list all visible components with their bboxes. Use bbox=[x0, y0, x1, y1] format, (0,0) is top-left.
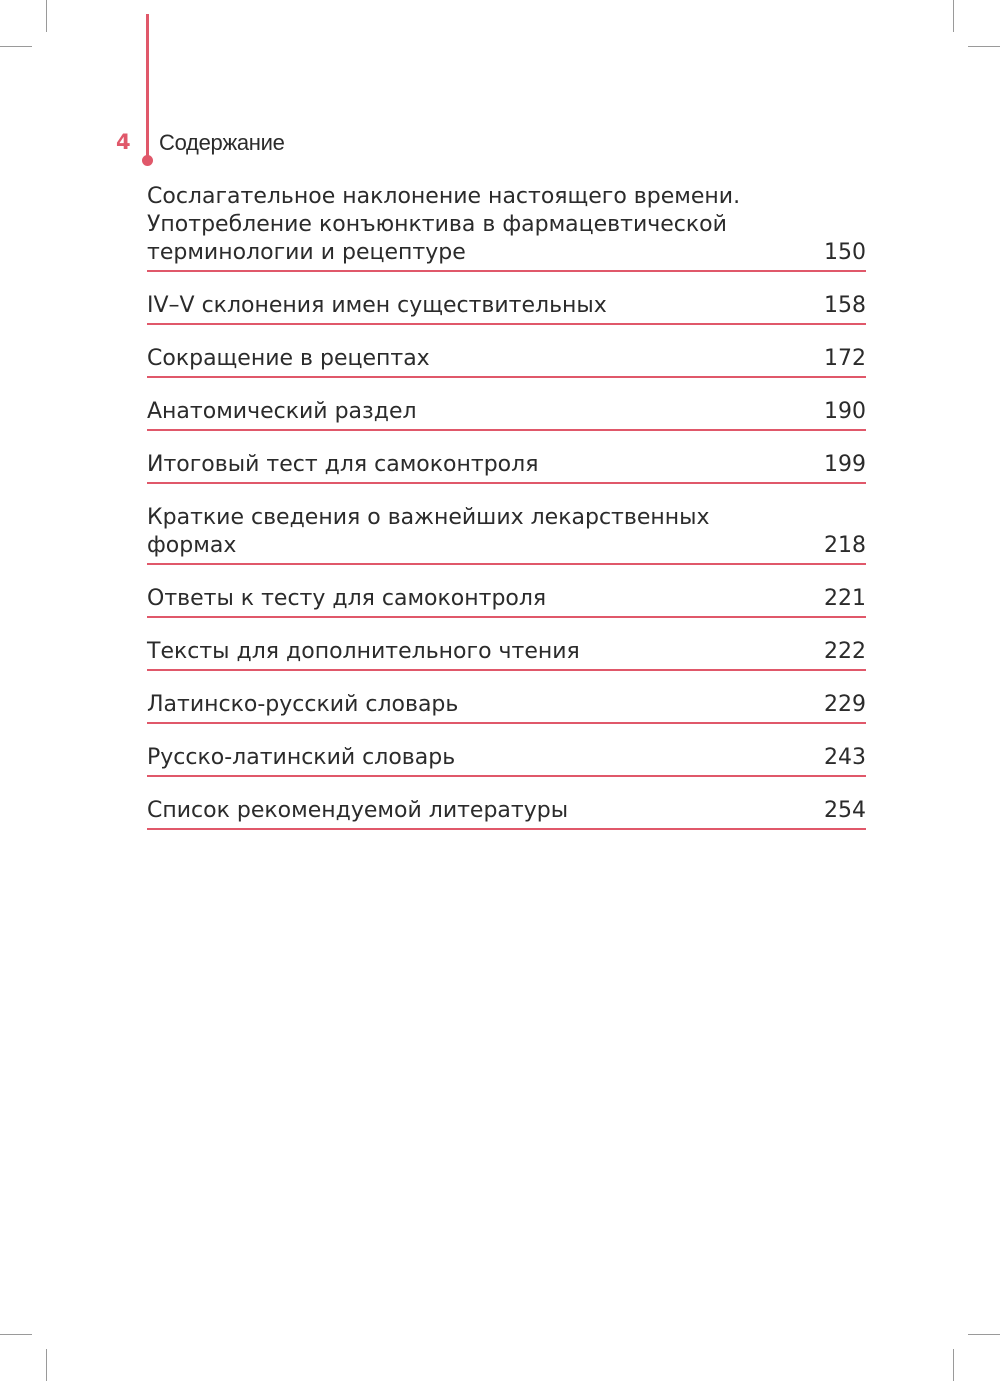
toc-entry-page: 218 bbox=[824, 533, 866, 558]
toc-entry-page: 243 bbox=[824, 745, 866, 770]
toc-entry[interactable] bbox=[147, 691, 866, 724]
toc-entry-page: 150 bbox=[824, 240, 866, 265]
toc-entry[interactable] bbox=[147, 504, 866, 565]
toc-entry[interactable] bbox=[147, 292, 866, 325]
toc-entry-page: 199 bbox=[824, 452, 866, 477]
crop-mark bbox=[968, 1334, 1000, 1335]
toc-entry-title: Краткие сведения о важнейших лекарственных формах bbox=[147, 505, 710, 558]
page-number: 4 bbox=[116, 130, 131, 154]
toc-entry[interactable] bbox=[147, 398, 866, 431]
crop-mark bbox=[46, 1349, 47, 1381]
crop-mark bbox=[0, 1334, 32, 1335]
crop-mark bbox=[968, 46, 1000, 47]
toc-entry-page: 254 bbox=[824, 798, 866, 823]
toc-entry-title: Тексты для дополнительного чтения bbox=[147, 639, 580, 664]
crop-mark bbox=[953, 0, 954, 32]
toc-entry-title: Сокращение в рецептах bbox=[147, 346, 430, 371]
table-of-contents bbox=[147, 183, 866, 850]
toc-entry-page: 190 bbox=[824, 399, 866, 424]
toc-entry-page: 172 bbox=[824, 346, 866, 371]
crop-mark bbox=[953, 1349, 954, 1381]
toc-entry-page: 222 bbox=[824, 639, 866, 664]
toc-entry-title: Латинско-русский словарь bbox=[147, 692, 459, 717]
toc-entry-title: IV–V склонения имен существительных bbox=[147, 293, 607, 318]
toc-entry[interactable] bbox=[147, 744, 866, 777]
toc-entry-title: Русско-латинский словарь bbox=[147, 745, 456, 770]
header-accent-line bbox=[146, 14, 149, 158]
toc-entry[interactable] bbox=[147, 585, 866, 618]
toc-entry-page: 229 bbox=[824, 692, 866, 717]
toc-entry-title: Ответы к тесту для самоконтроля bbox=[147, 586, 547, 611]
crop-mark bbox=[0, 46, 32, 47]
toc-entry[interactable] bbox=[147, 638, 866, 671]
crop-mark bbox=[46, 0, 47, 32]
toc-entry-title: Анатомический раздел bbox=[147, 399, 417, 424]
page-title: Содержание bbox=[159, 130, 285, 155]
toc-entry[interactable] bbox=[147, 183, 866, 272]
toc-entry[interactable] bbox=[147, 451, 866, 484]
toc-entry-page: 158 bbox=[824, 293, 866, 318]
toc-entry-title: Список рекомендуемой литературы bbox=[147, 798, 569, 823]
toc-entry[interactable] bbox=[147, 345, 866, 378]
header-accent-dot bbox=[142, 155, 153, 166]
toc-entry[interactable] bbox=[147, 797, 866, 830]
toc-entry-title: Итоговый тест для самоконтроля bbox=[147, 452, 539, 477]
toc-entry-page: 221 bbox=[824, 586, 866, 611]
toc-entry-title: Сослагательное наклонение настоящего времени. Употребление конъюнктива в фармацевтической терминологии и рецептуре bbox=[147, 184, 741, 265]
